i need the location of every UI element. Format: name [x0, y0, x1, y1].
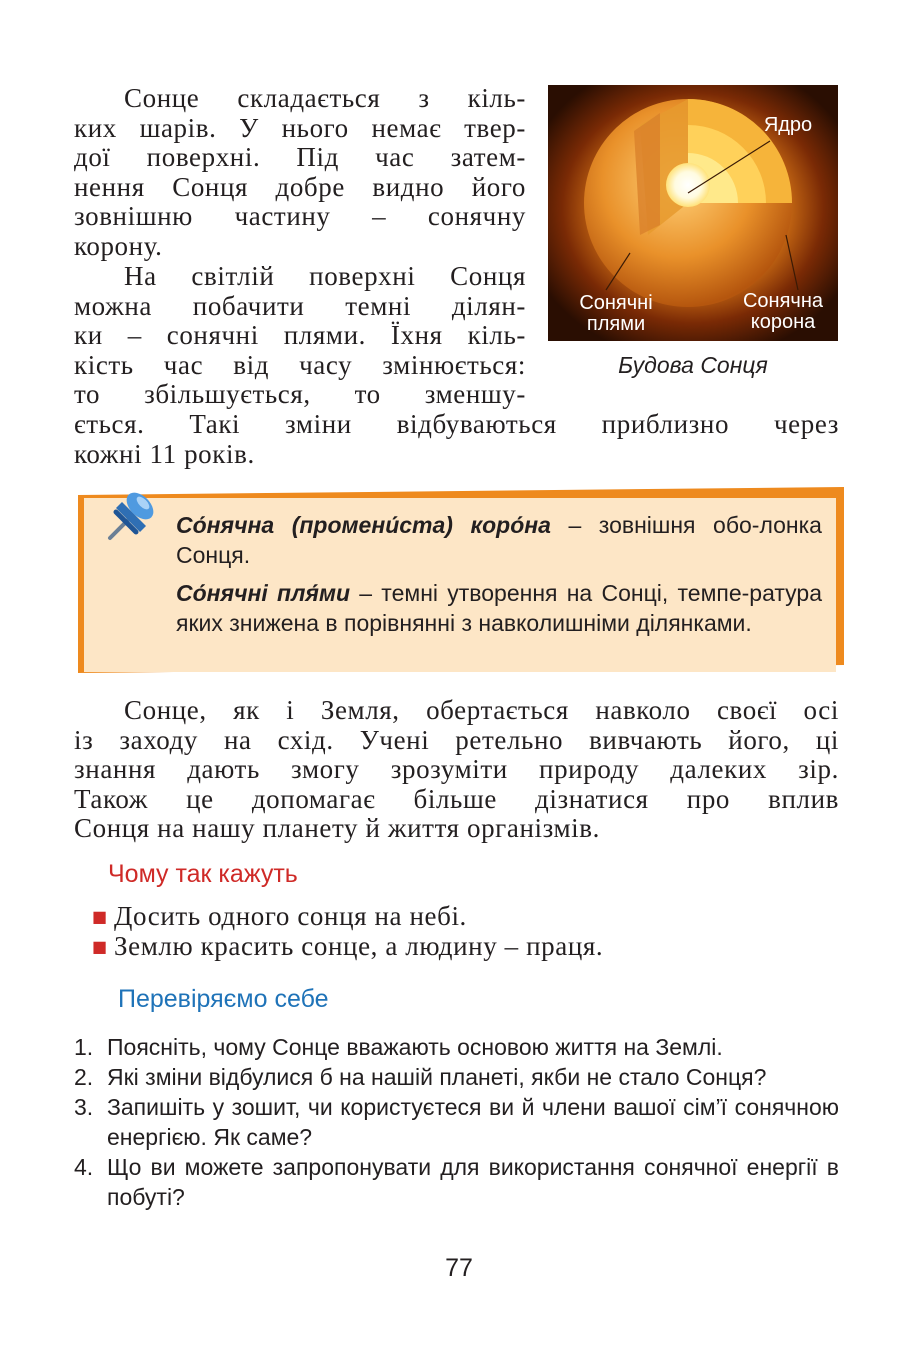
term-sunspots: Со́нячні пля́ми	[176, 580, 351, 606]
saying-text: Землю красить сонце, а людину – праця.	[114, 930, 604, 961]
pushpin-icon	[96, 480, 168, 552]
question-text: Що ви можете запропонувати для використання сонячної енергії в побуті?	[107, 1154, 839, 1210]
text-line: можна побачити темні ділян-	[74, 290, 526, 321]
question-number: 2.	[74, 1064, 94, 1090]
label-core: Ядро	[763, 114, 813, 136]
text-line: Сонце складається з кіль-	[124, 83, 526, 113]
question-number: 3.	[74, 1094, 94, 1120]
question-number: 4.	[74, 1154, 94, 1180]
question-list	[74, 1032, 839, 1212]
text-line: із заходу на схід. Учені ретельно вивчають його, ці	[74, 724, 839, 755]
text-line: ких шарів. У нього немає твер-	[74, 112, 526, 143]
sayings-heading: Чому так кажуть	[108, 860, 298, 888]
text-line: дої поверхні. Під час затем-	[74, 142, 526, 173]
sun-structure-figure	[548, 85, 838, 341]
text-line: нення Сонця добре видно його	[74, 171, 526, 202]
label-corona: Сонячна корона	[742, 290, 824, 333]
body-paragraph	[74, 696, 839, 844]
term-corona: Со́нячна (промени́ста) коро́на	[176, 512, 551, 538]
text-line: ки – сонячні плями. Їхня кіль-	[74, 320, 526, 351]
text-line: зовнішню частину – сонячну	[74, 201, 526, 232]
figure-caption: Будова Сонця	[618, 352, 768, 378]
text-line: знання дають змогу зрозуміти природу далеких зір.	[74, 754, 839, 785]
question-text: Які зміни відбулися б на нашій планеті, якби не стало Сонця?	[107, 1064, 767, 1090]
text-line: Сонце, як і Земля, обертається навколо своєї осі	[124, 695, 839, 725]
question-item	[74, 1092, 839, 1152]
question-text: Поясніть, чому Сонце вважають основою життя на Землі.	[107, 1034, 723, 1060]
bullet-icon: ■	[92, 907, 108, 926]
intro-paragraph-2	[74, 262, 526, 410]
saying-item	[92, 932, 832, 962]
saying-item	[92, 902, 832, 932]
question-item	[74, 1152, 839, 1212]
text-line: Сонця на нашу планету й життя організмів.	[74, 813, 600, 844]
text-line: Також це допомагає більше дізнатися про вплив	[74, 783, 839, 814]
text-line: то збільшується, то зменшу-	[74, 379, 526, 410]
question-text: Запишіть у зошит, чи користуєтеся ви й члени вашої сім’ї сонячною енергією. Як саме?	[107, 1094, 839, 1150]
definition-sunspots	[176, 578, 822, 638]
text-line: корону.	[74, 230, 163, 261]
text-line: На світлій поверхні Сонця	[124, 261, 526, 291]
intro-paragraph-2-continued	[74, 410, 839, 469]
self-check-heading: Перевіряємо себе	[118, 985, 329, 1013]
definition-corona-text: – зовнішня обо-лонка Сонця.	[176, 512, 822, 568]
text-line: кожні 11 років.	[74, 438, 255, 469]
question-item	[74, 1062, 839, 1092]
bullet-icon: ■	[92, 936, 108, 956]
question-number: 1.	[74, 1034, 94, 1060]
label-sunspots: Сонячні плями	[579, 292, 653, 335]
question-item	[74, 1032, 839, 1062]
page-number: 77	[445, 1254, 473, 1282]
text-line: кість час від часу змінюється:	[74, 349, 526, 380]
intro-paragraph-1	[74, 84, 526, 262]
sayings-list	[92, 902, 832, 961]
saying-text: Досить одного сонця на небі.	[114, 901, 467, 931]
text-line: ється. Такі зміни відбуваються приблизно через	[74, 409, 839, 439]
definitions	[176, 510, 822, 638]
definition-sunspots-text: – темні утворення на Сонці, темпе-ратура яких знижена в порівнянні з навколишніми ділянками.	[176, 580, 822, 636]
definition-corona	[176, 510, 822, 570]
